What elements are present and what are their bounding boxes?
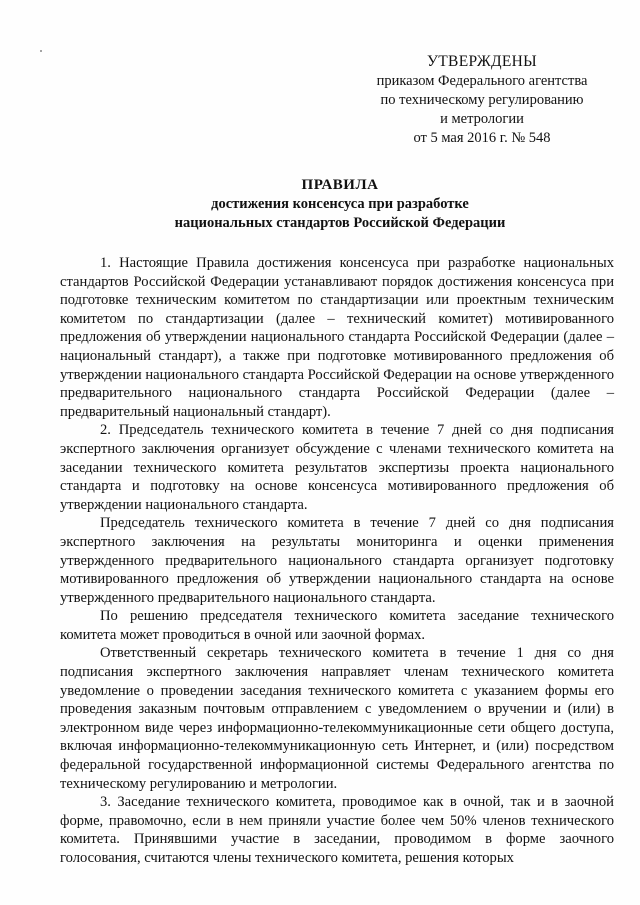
approval-line-1: приказом Федерального агентства [376,73,588,89]
scan-speck [40,50,42,52]
document-subtitle-2: национальных стандартов Российской Федерации [174,215,506,231]
approval-line-4: от 5 мая 2016 г. № 548 [413,130,551,146]
document-subtitle-1: достижения консенсуса при разработке [211,196,469,212]
approval-stamp [362,52,602,148]
paragraph-5: Ответственный секретарь технического комитета в течение 1 дня со дня подписания экспертного заключения направляет членам технического комитета уведомление о проведении заседания технического комитета с указанием формы его проведения заказным почтовым отправлением с уведомлением о вручении и (или) в электронном виде через информационно-телекоммуникационные сети общего доступа, включая информационно-телекоммуникационную сеть Интернет, и (или) посредством федеральной государственной информационной системы Федерального агентства по техническому регулированию и метрологии. [60,645,614,792]
approval-line-2: по техническому регулированию [380,92,584,108]
document-title: ПРАВИЛА [301,177,379,193]
approval-line-3: и метрологии [440,111,524,127]
paragraph-6: 3. Заседание технического комитета, проводимое как в очной, так и в заочной форме, правомочно, если в нем приняли участие более чем 50% членов технического комитета. Принявшими участие в заседании, проводимом в форме заочного голосования, считаются члены технического комитета, решения которых [60,794,614,866]
paragraph-3: Председатель технического комитета в течение 7 дней со дня подписания экспертного заключения на результаты мониторинга и оценки применения утвержденного предварительного национального стандарта организует подготовку мотивированного предложения об утверждении национального стандарта на основе утвержденного предварительного национального стандарта. [60,515,614,606]
document-heading [60,176,620,233]
paragraph-2: 2. Председатель технического комитета в течение 7 дней со дня подписания экспертного заключения организует обсуждение с членами технического комитета на заседании технического комитета результатов экспертизы проекта национального стандарта и подготовку на основе консенсуса мотивированного предложения об утверждении национального стандарта. [60,422,614,513]
approval-title: УТВЕРЖДЕНЫ [427,53,537,70]
paragraph-4: По решению председателя технического комитета заседание технического комитета может проводиться в очной или заочной формах. [60,608,614,643]
paragraph-1: 1. Настоящие Правила достижения консенсуса при разработке национальных стандартов Российской Федерации устанавливают порядок достижения консенсуса при подготовке техническим комитетом по стандартизации или проектным техническим комитетом по стандартизации (далее – технический комитет) мотивированного предложения об утверждении национального стандарта Российской Федерации (далее – национальный стандарт), а также при подготовке мотивированного предложения об утверждении национального стандарта Российской Федерации на основе утвержденного предварительного национального стандарта Российской Федерации (далее – предварительный национальный стандарт). [60,255,614,420]
document-body [60,254,614,868]
